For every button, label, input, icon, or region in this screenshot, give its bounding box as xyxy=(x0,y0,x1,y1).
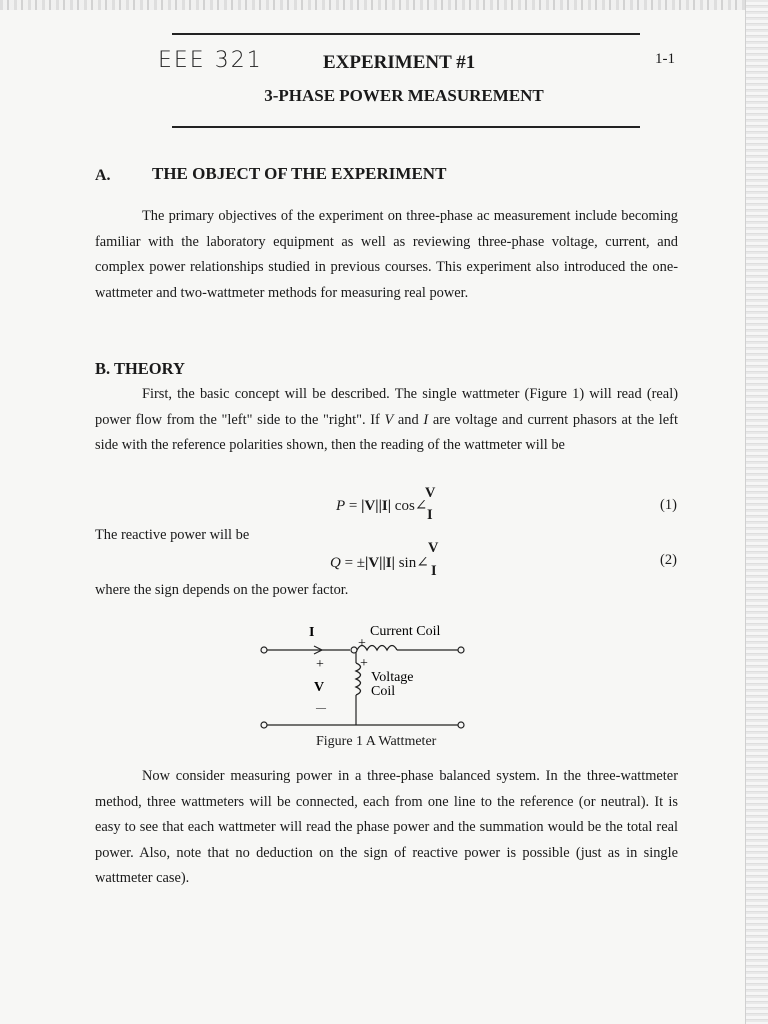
eq1-angle-top: V xyxy=(425,485,436,501)
eq2-angle-bottom: I xyxy=(431,563,437,579)
page-number: 1-1 xyxy=(655,51,675,67)
v-minus: — xyxy=(316,703,326,714)
voltage-coil-label-1: Voltage xyxy=(371,670,414,685)
eq1-magnitude: |V||I| xyxy=(361,498,392,514)
equation-1-number: (1) xyxy=(660,497,677,513)
eq1-lhs: P xyxy=(336,498,346,514)
theory-text-part-1: First, the basic concept will be described. The single wattmeter (Figure 1) will read (real) power flow from the "left" side to the "right". If xyxy=(95,386,678,428)
theory-paragraph-1 xyxy=(95,382,678,459)
terminal-bottom-left xyxy=(261,722,267,728)
terminal-bottom-right xyxy=(458,722,464,728)
theory-text-and: and xyxy=(393,411,424,428)
equation-2 xyxy=(330,553,429,572)
scan-edge-top xyxy=(0,0,768,10)
voltage-coil-plus: + xyxy=(360,656,368,671)
eq1-function: cos∠ xyxy=(391,498,428,514)
section-a-heading: THE OBJECT OF THE EXPERIMENT xyxy=(152,164,447,183)
current-variable: I xyxy=(423,411,429,428)
eq2-lhs: Q xyxy=(330,555,341,571)
section-b-heading: B. THEORY xyxy=(95,359,185,378)
eq1-angle-bottom: I xyxy=(427,507,433,523)
reactive-intro: The reactive power will be xyxy=(95,527,250,543)
equation-2-number: (2) xyxy=(660,552,677,568)
eq2-function: sin∠ xyxy=(394,555,429,571)
current-coil-label: Current Coil xyxy=(370,624,441,639)
voltage-variable: V xyxy=(384,411,394,428)
section-a-paragraph: The primary objectives of the experiment on three-phase ac measurement include becoming familiar with the laboratory equipment as well as reviewing three-phase voltage, current, and complex power relationships studied in previous courses. This experiment also introduced the one-wattmeter and two-wattmeter methods for measuring real power. xyxy=(95,208,678,301)
wattmeter-figure xyxy=(250,615,480,735)
eq2-angle-top: V xyxy=(428,540,439,556)
voltage-coil-label-2: Coil xyxy=(371,684,396,699)
figure-caption: Figure 1 A Wattmeter xyxy=(316,734,437,749)
v-label: V xyxy=(314,680,325,695)
bottom-rule xyxy=(172,126,640,128)
current-label: I xyxy=(309,625,315,640)
page-subtitle: 3-PHASE POWER MEASUREMENT xyxy=(264,86,544,105)
sign-note: where the sign depends on the power factor. xyxy=(95,582,349,598)
equation-1 xyxy=(336,496,427,515)
eq2-equals: = ± xyxy=(340,555,366,571)
scan-edge-right xyxy=(745,0,768,1024)
theory-text-part-2: are voltage and current phasors at the left side with the reference polarities shown, then the reading of the wattmeter will be xyxy=(95,411,678,454)
v-plus: + xyxy=(316,657,324,672)
top-rule xyxy=(172,33,640,35)
terminal-top-left xyxy=(261,647,267,653)
current-coil-plus: + xyxy=(358,636,366,651)
course-code: EEE 321 xyxy=(158,48,263,73)
eq2-magnitude: |V||I| xyxy=(365,555,395,571)
theory-paragraph-2: Now consider measuring power in a three-phase balanced system. In the three-wattmeter method, three wattmeters will be connected, each from one line to the reference (or neutral). It is easy to see that each wattmeter will read the phase power and the summation would be the total real power. Also, note that no deduction on the sign of reactive power is possible (just as in single wattmeter case). xyxy=(95,768,678,887)
section-a-letter: A. xyxy=(95,167,111,184)
experiment-title: EXPERIMENT #1 xyxy=(323,52,476,73)
terminal-top-right xyxy=(458,647,464,653)
eq1-equals: = xyxy=(345,498,362,514)
